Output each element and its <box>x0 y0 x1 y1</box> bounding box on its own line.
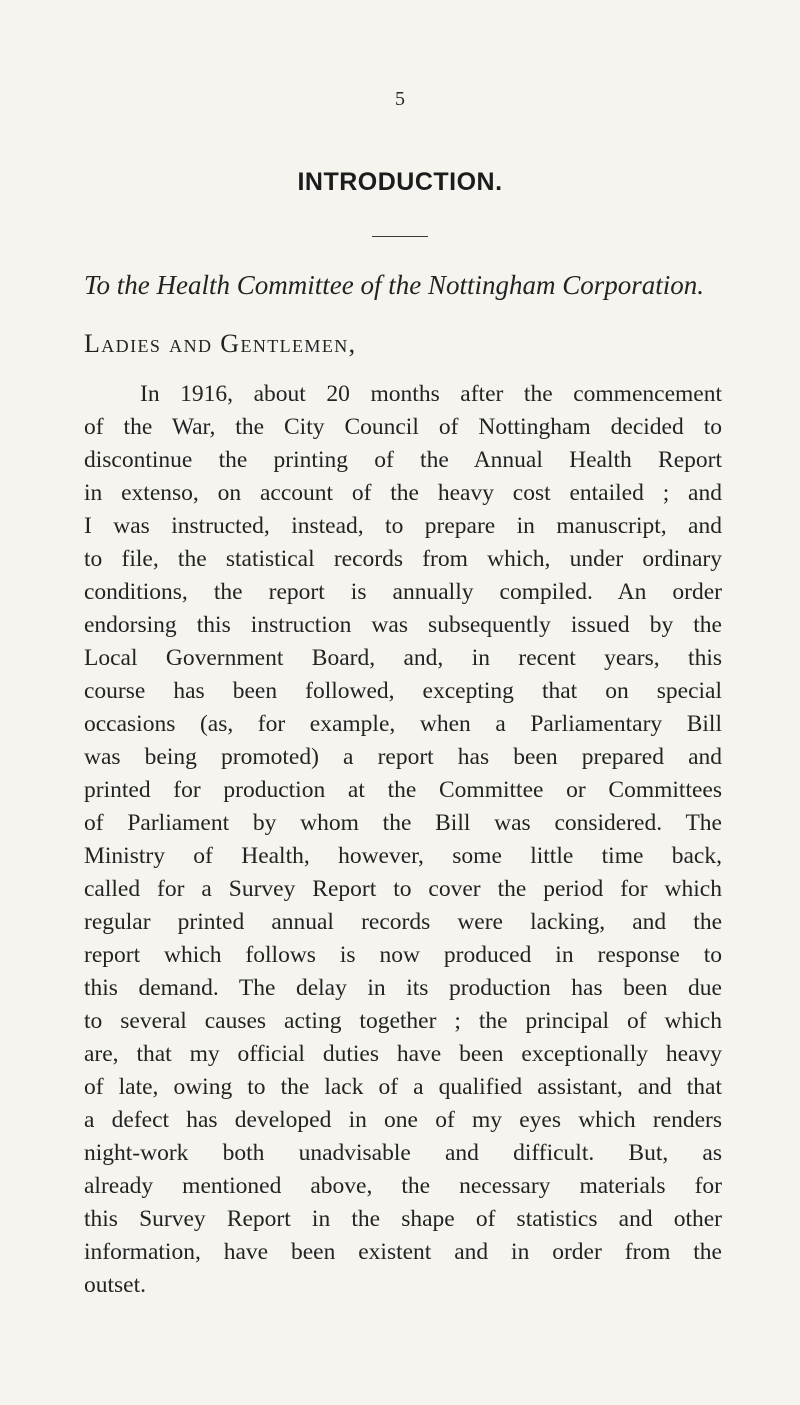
dedication-line: To the Health Committee of the Nottingham Corporation. <box>84 270 705 300</box>
body-line: of late, owing to the lack of a qualified assistant, and that <box>84 1074 722 1100</box>
body-line: in extenso, on account of the heavy cost entailed ; and <box>84 480 722 506</box>
body-line: outset. <box>84 1272 147 1298</box>
body-line: Local Government Board, and, in recent years, this <box>84 645 722 671</box>
body-line: endorsing this instruction was subsequently issued by the <box>84 612 722 638</box>
body-line: information, have been existent and in order from the <box>84 1239 722 1265</box>
body-line: already mentioned above, the necessary materials for <box>84 1173 722 1199</box>
body-line: In 1916, about 20 months after the commencement <box>140 381 722 407</box>
body-paragraph <box>84 378 722 1302</box>
body-line: a defect has developed in one of my eyes which renders <box>84 1107 722 1133</box>
body-line: I was instructed, instead, to prepare in manuscript, and <box>84 513 722 539</box>
body-line: to several causes acting together ; the principal of which <box>84 1008 722 1034</box>
body-line: occasions (as, for example, when a Parliamentary Bill <box>84 711 722 737</box>
body-line: this Survey Report in the shape of statistics and other <box>84 1206 722 1232</box>
body-line: Ministry of Health, however, some little time back, <box>84 843 722 869</box>
body-line: conditions, the report is annually compiled. An order <box>84 579 722 605</box>
salutation: Ladies and Gentlemen, <box>84 329 357 358</box>
body-line: of the War, the City Council of Nottingham decided to <box>84 414 722 440</box>
heading-divider <box>372 236 428 237</box>
body-line: night-work both unadvisable and difficult. But, as <box>84 1140 722 1166</box>
body-line: this demand. The delay in its production has been due <box>84 975 722 1001</box>
body-line: to file, the statistical records from which, under ordinary <box>84 546 722 572</box>
page-title: INTRODUCTION. <box>297 168 503 196</box>
body-line: discontinue the printing of the Annual Health Report <box>84 447 722 473</box>
body-line: called for a Survey Report to cover the period for which <box>84 876 722 902</box>
body-line: was being promoted) a report has been prepared and <box>84 744 722 770</box>
body-line: regular printed annual records were lacking, and the <box>84 909 722 935</box>
body-line: are, that my official duties have been exceptionally heavy <box>84 1041 722 1067</box>
body-line: printed for production at the Committee or Committees <box>84 777 722 803</box>
body-line: course has been followed, excepting that on special <box>84 678 722 704</box>
body-line: of Parliament by whom the Bill was considered. The <box>84 810 722 836</box>
body-line: report which follows is now produced in response to <box>84 942 722 968</box>
page-number: 5 <box>395 88 405 110</box>
